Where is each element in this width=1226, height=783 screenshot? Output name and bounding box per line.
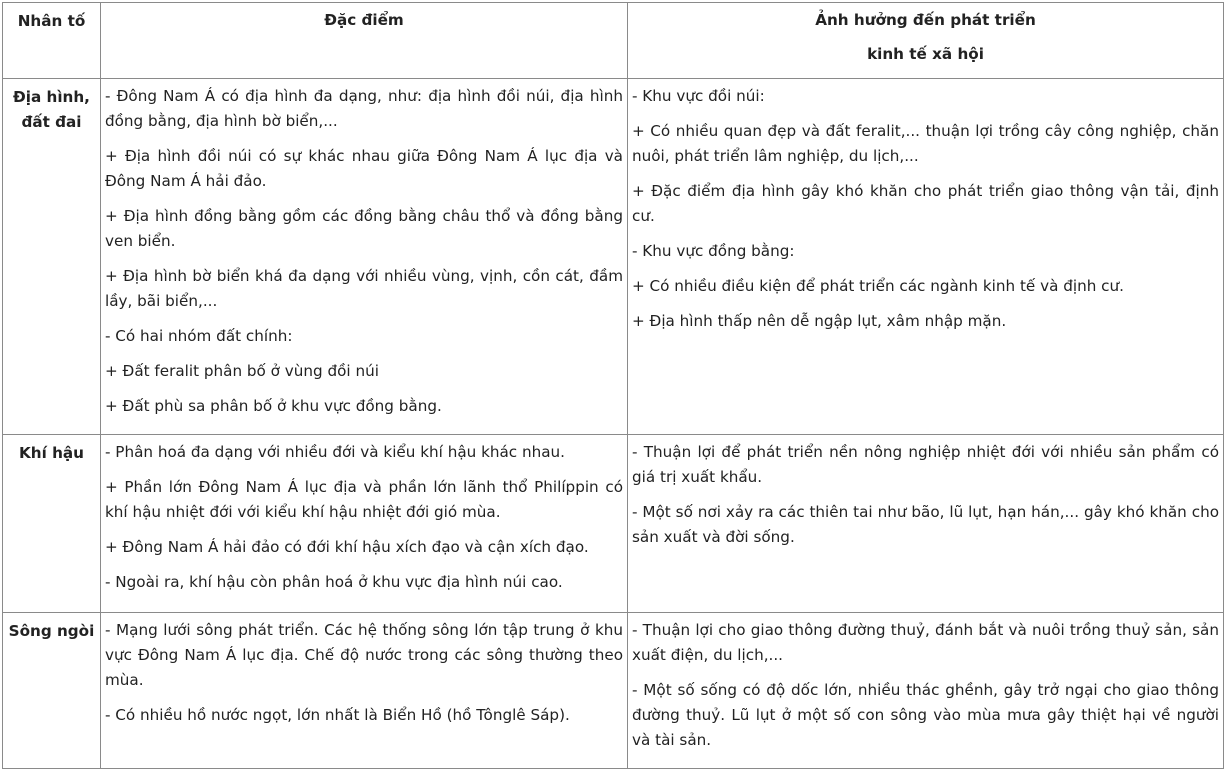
table-row-climate xyxy=(3,435,1224,613)
impact-item: - Khu vực đồi núi: xyxy=(632,87,765,105)
impact-cell xyxy=(628,79,1224,435)
characteristic-item: + Đất phù sa phân bố ở khu vực đồng bằng. xyxy=(105,397,442,415)
impact-item: + Địa hình thấp nên dễ ngập lụt, xâm nhập mặn. xyxy=(632,312,1007,330)
impact-item: - Thuận lợi để phát triển nền nông nghiệp nhiệt đới với nhiều sản phẩm có giá trị xuất khẩu. xyxy=(632,443,1219,486)
impact-item: + Có nhiều điều kiện để phát triển các ngành kinh tế và định cư. xyxy=(632,277,1124,295)
impact-item: - Khu vực đồng bằng: xyxy=(632,242,795,260)
impact-item: - Một số nơi xảy ra các thiên tai như bão, lũ lụt, hạn hán,... gây khó khăn cho sản xuất và đời sống. xyxy=(632,503,1219,546)
header-impact-line-1: Ảnh hưởng đến phát triển xyxy=(815,11,1036,29)
characteristics-cell xyxy=(101,613,628,769)
characteristic-item: - Ngoài ra, khí hậu còn phân hoá ở khu vực địa hình núi cao. xyxy=(105,573,563,591)
factor-cell: Địa hình, đất đai xyxy=(3,79,101,435)
table-header-row xyxy=(3,3,1224,79)
characteristics-cell xyxy=(101,79,628,435)
impact-cell xyxy=(628,435,1224,613)
header-impact xyxy=(628,3,1224,79)
impact-item: + Đặc điểm địa hình gây khó khăn cho phát triển giao thông vận tải, định cư. xyxy=(632,182,1219,225)
header-factor: Nhân tố xyxy=(3,3,101,79)
header-impact-line-2: kinh tế xã hội xyxy=(867,45,984,63)
table-row-terrain xyxy=(3,79,1224,435)
characteristic-item: - Có nhiều hồ nước ngọt, lớn nhất là Biển Hồ (hồ Tônglê Sáp). xyxy=(105,706,570,724)
characteristic-item: - Có hai nhóm đất chính: xyxy=(105,327,293,345)
characteristic-item: - Phân hoá đa dạng với nhiều đới và kiểu khí hậu khác nhau. xyxy=(105,443,566,461)
factor-cell: Sông ngòi xyxy=(3,613,101,769)
characteristics-cell xyxy=(101,435,628,613)
characteristic-item: + Đông Nam Á hải đảo có đới khí hậu xích đạo và cận xích đạo. xyxy=(105,538,589,556)
impact-item: - Thuận lợi cho giao thông đường thuỷ, đánh bắt và nuôi trồng thuỷ sản, sản xuất điện, du lịch,... xyxy=(632,621,1219,664)
table-row-rivers xyxy=(3,613,1224,769)
characteristic-item: - Mạng lưới sông phát triển. Các hệ thống sông lớn tập trung ở khu vực Đông Nam Á lục địa. Chế độ nước trong các sông thường theo mùa. xyxy=(105,621,623,689)
characteristic-item: + Địa hình đồi núi có sự khác nhau giữa Đông Nam Á lục địa và Đông Nam Á hải đảo. xyxy=(105,147,623,190)
characteristic-item: + Địa hình bờ biển khá đa dạng với nhiều vùng, vịnh, cồn cát, đầm lầy, bãi biển,... xyxy=(105,267,623,310)
factor-cell: Khí hậu xyxy=(3,435,101,613)
characteristic-item: + Địa hình đồng bằng gồm các đồng bằng châu thổ và đồng bằng ven biển. xyxy=(105,207,623,250)
characteristic-item: - Đông Nam Á có địa hình đa dạng, như: địa hình đồi núi, địa hình đồng bằng, địa hình bờ biển,... xyxy=(105,87,623,130)
impact-item: + Có nhiều quan đẹp và đất feralit,... thuận lợi trồng cây công nghiệp, chăn nuôi, phát triển lâm nghiệp, du lịch,... xyxy=(632,122,1219,165)
geography-table xyxy=(2,2,1224,769)
characteristic-item: + Đất feralit phân bố ở vùng đồi núi xyxy=(105,362,379,380)
characteristic-item: + Phần lớn Đông Nam Á lục địa và phần lớn lãnh thổ Philíppin có khí hậu nhiệt đới với kiểu khí hậu nhiệt đới gió mùa. xyxy=(105,478,623,521)
impact-item: - Một số sống có độ dốc lớn, nhiều thác ghềnh, gây trở ngại cho giao thông đường thuỷ. Lũ lụt ở một số con sông vào mùa mưa gây thiệt hại về người và tài sản. xyxy=(632,681,1219,749)
header-characteristics: Đặc điểm xyxy=(101,3,628,79)
impact-cell xyxy=(628,613,1224,769)
